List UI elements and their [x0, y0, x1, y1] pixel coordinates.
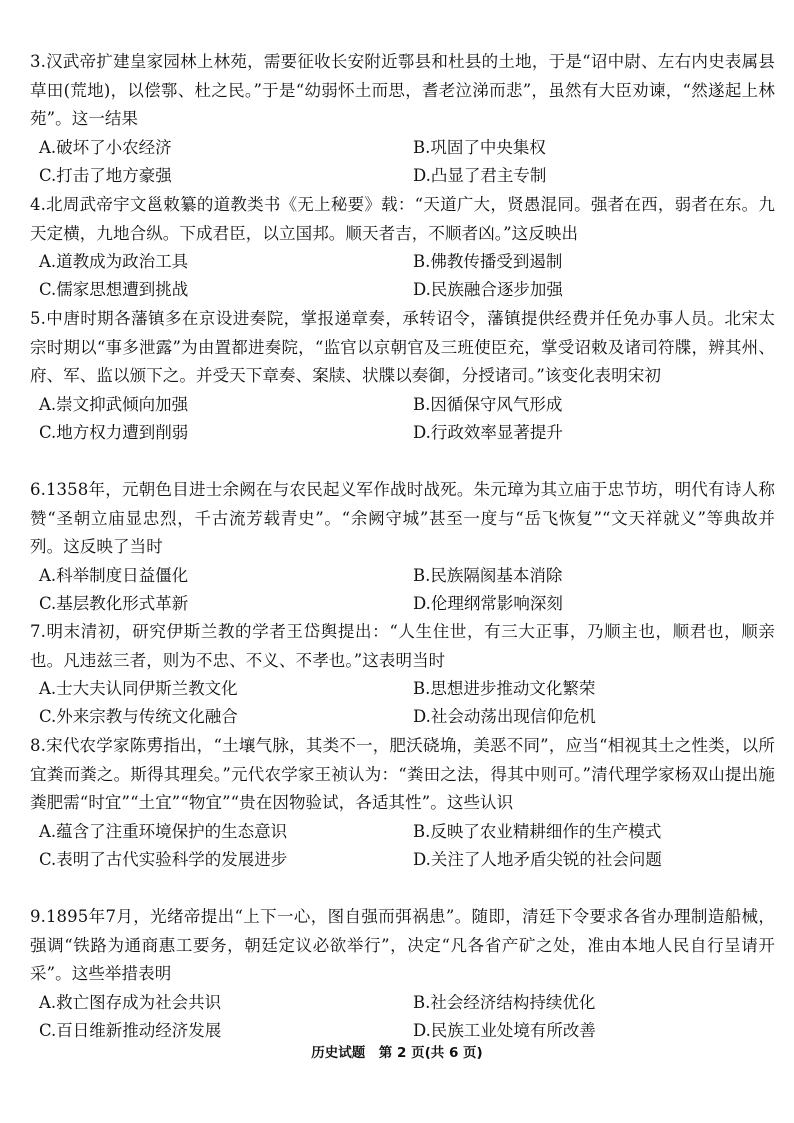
page-footer: 历史试题 第 2 页(共 6 页): [311, 1045, 483, 1061]
option-b: B.巩固了中央集权: [413, 137, 546, 157]
question-stem: 7.明末清初，研究伊斯兰教的学者王岱舆提出：“人生住世，有三大正事，乃顺主也，顺君也，顺亲也。凡违兹三者，则为不忠、不义、不孝也。”这表明当时: [30, 622, 775, 670]
question-stem: 6.1358年，元朝色目进士余阙在与农民起义军作战时战死。朱元璋为其立庙于忠节坊，明代有诗人称赞“圣朝立庙显忠烈，千古流芳载青史”。“余阙守城”甚至一度与“岳飞恢复”“文天祥就义”等典故并列。这反映了当时: [30, 480, 775, 556]
option-a: A.蕴含了注重环境保护的生态意识: [39, 821, 288, 841]
option-d: D.关注了人地矛盾尖锐的社会问题: [413, 849, 662, 869]
options-group: [30, 818, 775, 874]
option-c: C.百日维新推动经济发展: [39, 1020, 222, 1040]
option-b: B.反映了农业精耕细作的生产模式: [413, 821, 662, 841]
option-d: D.伦理纲常影响深刻: [413, 593, 563, 613]
options-group: [30, 248, 775, 304]
options-group: [30, 391, 775, 447]
option-c: C.外来宗教与传统文化融合: [39, 707, 238, 726]
question-6: [30, 476, 775, 618]
option-d: D.民族工业处境有所改善: [413, 1020, 596, 1040]
question-7: [30, 618, 775, 731]
option-c: C.儒家思想遭到挑战: [39, 280, 189, 299]
option-c: C.基层教化形式革新: [39, 593, 189, 613]
question-stem: 4.北周武帝宇文邕敕纂的道教类书《无上秘要》载：“天道广大，贤愚混同。强者在西，弱者在东。九天定横，九地合纵。下成君臣，以立国邦。顺天者吉，不顺者凶。”这反映出: [30, 195, 775, 243]
question-stem: 3.汉武帝扩建皇家园林上林苑，需要征收长安附近鄠县和杜县的土地，于是“诏中尉、左右内史表属县草田(荒地)，以偿鄠、杜之民。”于是“幼弱怀土而思，耆老泣涕而悲”，虽然有大臣劝谏，“然遂起上林苑”。这一结果: [30, 52, 775, 128]
option-a: A.破坏了小农经济: [39, 137, 172, 157]
option-c: C.打击了地方豪强: [39, 165, 172, 185]
option-c: C.表明了古代实验科学的发展进步: [39, 849, 288, 869]
option-b: B.佛教传播受到遏制: [413, 252, 563, 271]
option-c: C.地方权力遭到削弱: [39, 422, 189, 442]
question-4: [30, 191, 775, 304]
question-3: [30, 48, 775, 190]
question-5: [30, 305, 775, 447]
option-d: D.社会动荡出现信仰危机: [413, 707, 596, 726]
option-a: A.科举制度日益僵化: [39, 565, 189, 585]
option-d: D.行政效率显著提升: [413, 422, 563, 442]
options-group: [30, 675, 775, 731]
question-stem: 8.宋代农学家陈旉指出，“土壤气脉，其类不一，肥沃硗埆，美恶不同”，应当“相视其土之性类，以所宜粪而粪之。斯得其理矣。”元代农学家王祯认为：“粪田之法，得其中则可。”清代理学家杨双山提出施粪肥需“时宜”“土宜”“物宜”“贵在因物验试，各适其性”。这些认识: [30, 736, 775, 812]
option-d: D.凸显了君主专制: [413, 165, 547, 185]
option-b: B.民族隔阂基本消除: [413, 565, 563, 585]
option-b: B.因循保守风气形成: [413, 394, 563, 414]
question-stem: 9.1895年7月，光绪帝提出“上下一心，图自强而弭祸患”。随即，清廷下令要求各省办理制造船械，强调“铁路为通商惠工要务，朝廷定议必欲举行”，决定“凡各省产矿之处，准由本地人民自行呈请开采”。这些举措表明: [30, 907, 775, 983]
question-stem: 5.中唐时期各藩镇多在京设进奏院，掌报递章奏，承转诏令，藩镇提供经费并任免办事人员。北宋太宗时期以“事多泄露”为由置都进奏院，“监官以京朝官及三班使臣充，掌受诏敕及诸司符牒，辨其州、府、军、监以颁下之。并受天下章奏、案牍、状牒以奏御，分授诸司。”该变化表明宋初: [30, 309, 775, 385]
options-group: [30, 134, 775, 190]
option-a: A.道教成为政治工具: [39, 252, 189, 271]
option-a: A.崇文抑武倾向加强: [39, 394, 189, 414]
option-b: B.社会经济结构持续优化: [413, 992, 596, 1012]
option-b: B.思想进步推动文化繁荣: [413, 679, 596, 698]
option-a: A.救亡图存成为社会共识: [39, 992, 222, 1012]
options-group: [30, 562, 775, 618]
question-9: [30, 903, 775, 1045]
option-a: A.士大夫认同伊斯兰教文化: [39, 679, 238, 698]
options-group: [30, 989, 775, 1045]
question-8: [30, 732, 775, 874]
option-d: D.民族融合逐步加强: [413, 280, 563, 299]
